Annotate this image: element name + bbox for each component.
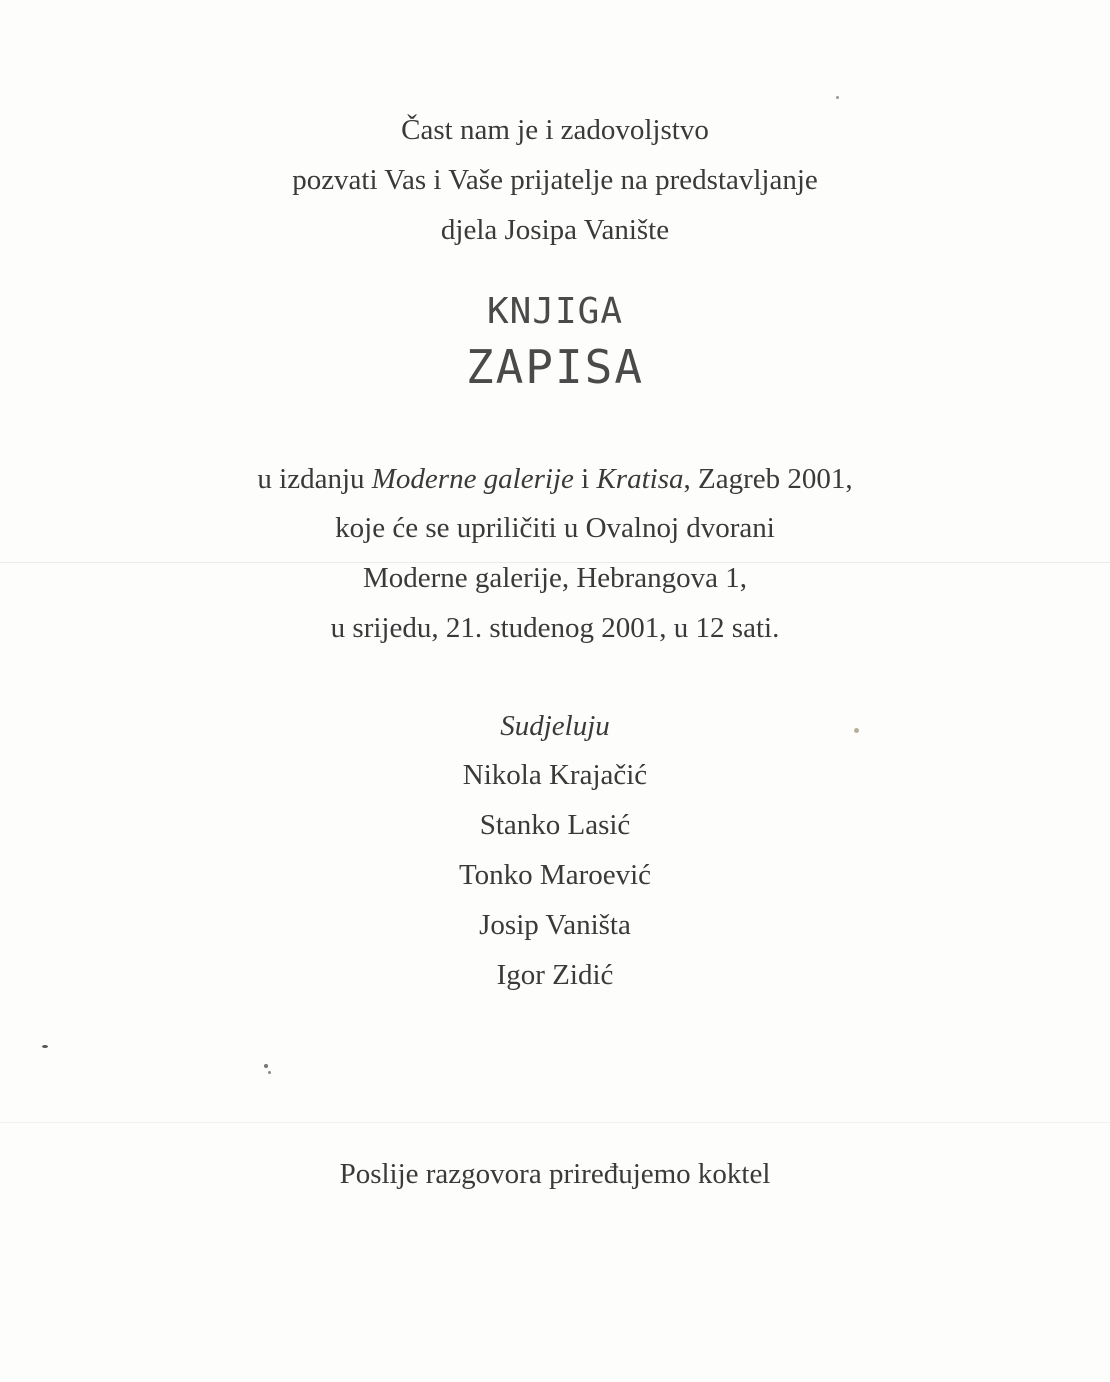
participant-name: Tonko Maroević (458, 859, 652, 891)
participant-name: Stanko Lasić (479, 809, 631, 841)
publisher-joiner: i (573, 463, 597, 495)
venue-line-2: Moderne galerije, Hebrangova 1, (362, 562, 748, 594)
participant-name: Josip Vaništa (479, 909, 631, 941)
publisher-line (0, 462, 1110, 496)
participant-name: Nikola Krajačić (462, 759, 648, 791)
paper-speck (836, 96, 839, 99)
book-title-line-1: KNJIGA (486, 291, 624, 332)
publisher-prefix: u izdanju (257, 463, 372, 495)
participants-heading: Sudjeluju (500, 710, 610, 742)
paper-speck (268, 1071, 271, 1074)
intro-line-3: djela Josipa Vanište (440, 214, 670, 246)
publisher-name-1: Moderne galerije (371, 463, 574, 495)
paper-speck (264, 1064, 268, 1068)
venue-line-1: koje će se upriličiti u Ovalnoj dvorani (335, 512, 775, 544)
paper-fold-line (0, 1122, 1110, 1123)
intro-line-2: pozvati Vas i Vaše prijatelje na predstavljanje (292, 164, 818, 196)
paper-speck (42, 1045, 48, 1048)
intro-line-1: Čast nam je i zadovoljstvo (401, 114, 709, 146)
date-line: u srijedu, 21. studenog 2001, u 12 sati. (330, 612, 780, 644)
publisher-name-2: Kratisa (596, 463, 684, 495)
book-title-line-2: ZAPISA (465, 340, 645, 394)
participant-name: Igor Zidić (496, 959, 614, 991)
publisher-suffix: , Zagreb 2001, (683, 463, 853, 495)
closing-line: Poslije razgovora priređujemo koktel (339, 1158, 771, 1190)
